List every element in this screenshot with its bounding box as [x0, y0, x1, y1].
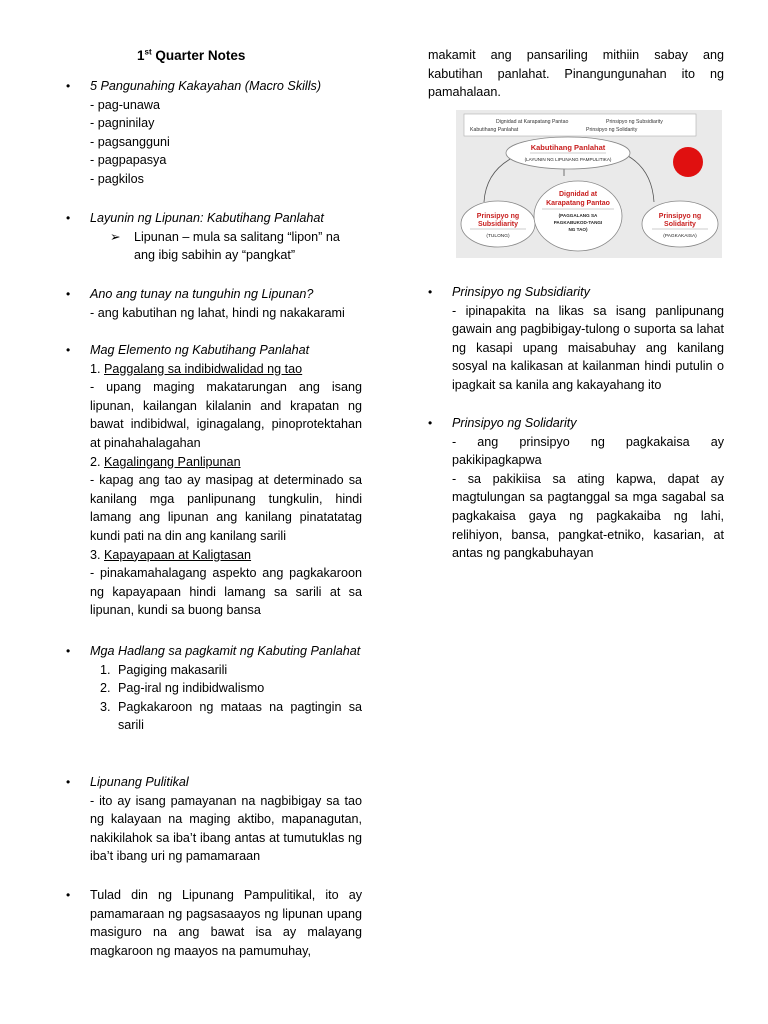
kabutihang-panlahat-diagram [456, 110, 722, 258]
list-item: - pagkilos [90, 171, 144, 186]
layunin-section [66, 209, 362, 265]
bullet-icon: • [428, 285, 433, 299]
section-heading: 5 Pangunahing Kakayahan (Macro Skills) [90, 79, 322, 93]
elemento-title: Kagalingang Panlipunan [104, 454, 241, 469]
section-heading: Prinsipyo ng Subsidiarity [452, 285, 590, 299]
list-item: - pagninilay [90, 116, 155, 131]
paragraph-text: Tulad din ng Lipunang Pampulitikal, ito ay pamamaraan ng pagsasaayos ng lipunan upang masiguro na ang bawat isa ay malayang magkaroon ng maayos na pamumuhay, [90, 888, 362, 958]
elemento-section [66, 341, 362, 620]
oval-title: Karapatang Pantao [546, 200, 610, 207]
bullet-icon: • [66, 343, 71, 357]
bullet-icon: • [66, 888, 71, 902]
bullet-icon: • [66, 211, 71, 225]
tulad-section [66, 886, 362, 960]
elemento-title: Kapayapaan at Kaligtasan [104, 547, 252, 562]
elemento-desc: - upang maging makatarungan ang isang lipunan, kailangan kilalanin and krapatan ng bawat indibidwal, iginagalang, pinoprotektahan at pinahahalagahan [90, 380, 362, 450]
tunguhin-section [66, 285, 362, 322]
elemento-item: 3. Kapayapaan at Kaligtasan [90, 547, 252, 562]
oval-title: Prinsipyo ng [476, 213, 520, 220]
banner-text: Prinsipyo ng Solidarity [586, 127, 638, 133]
elemento-desc: - kapag ang tao ay masipag at determinado sa kanilang mga panlipunang tungkulin, hindi lamang ang lipunan ang kanilang pinatatatag kundi pati na din ang kanilang sarili [90, 473, 362, 543]
bullet-icon: • [66, 79, 71, 93]
oval-subtitle: NG TAO) [568, 227, 588, 232]
list-item: - pagpapasya [90, 153, 167, 168]
bullet-icon: • [66, 775, 71, 789]
elemento-item: 1. Paggalang sa indibidwalidad ng tao [90, 361, 303, 376]
bullet-icon: • [66, 287, 71, 301]
section-heading: Layunin ng Lipunan: Kabutihang Panlahat [90, 211, 324, 225]
center-title: Kabutihang Panlahat [530, 143, 606, 152]
center-subtitle: (LAYUNIN NG LIPUNANG PAMPULITIKA) [524, 157, 612, 162]
oval-subtitle: (PAGGALANG SA [558, 213, 598, 218]
banner-text: Dignidad at Karapatang Pantao [496, 119, 569, 125]
macro-skills-section [66, 77, 362, 189]
section-heading: Mga Hadlang sa pagkamit ng Kabuting Panlahat [90, 644, 361, 658]
continuation-text: makamit ang pansariling mithiin sabay ang kabutihan panlahat. Pinangungunahan ito ng pamahalaan. [428, 48, 724, 100]
oval-subtitle: PAGKABUKOD-TANGI [553, 220, 603, 225]
banner-text: Prinsipyo ng Subsidiarity [606, 119, 663, 125]
oval-title: Prinsipyo ng [658, 213, 702, 220]
list-item: 2. Pag-iral ng indibidwalismo [114, 679, 362, 698]
oval-title: Solidarity [664, 221, 696, 228]
red-sun-icon [673, 147, 703, 177]
oval-subtitle: (PAGKAKAISA) [663, 234, 697, 239]
solidarity-section [428, 414, 724, 563]
section-desc: - ito ay isang pamayanan na nagbibigay sa tao ng kalayaan na maging aktibo, mapanagutan, nakikilahok sa iba’t ibang antas at tumutuklas ng iba’t ibang uri ng pamamaraan [90, 793, 362, 864]
section-heading: Lipunang Pulitikal [90, 775, 189, 789]
arrow-item [110, 228, 362, 265]
elemento-title: Paggalang sa indibidwalidad ng tao [104, 361, 303, 376]
elemento-item: 2. Kagalingang Panlipunan [90, 454, 241, 469]
section-heading: Prinsipyo ng Solidarity [452, 416, 577, 430]
hadlang-section [66, 642, 362, 735]
oval-title: Dignidad at [558, 191, 598, 198]
arrow-bullet-icon: ➢ [110, 229, 121, 244]
oval-subtitle: (TULONG) [486, 234, 510, 239]
arrow-item-text: Lipunan – mula sa salitang “lipon” na ang ibig sabihin ay “pangkat” [134, 229, 340, 263]
bullet-icon: • [428, 416, 433, 430]
section-desc: - ang prinsipyo ng pagkakaisa ay pakikipagkapwa [452, 434, 724, 468]
list-item: 3. Pagkakaroon ng mataas na pagtingin sa sarili [114, 698, 362, 735]
banner-text: Kabutihang Panlahat [470, 127, 519, 133]
bullet-icon: • [66, 644, 71, 658]
page-title: 1st Quarter Notes [137, 47, 246, 63]
list-item: - pagsangguni [90, 134, 170, 149]
elemento-desc: - pinakamahalagang aspekto ang pagkakaroon ng kapayapaan hindi lamang sa sarili at sa lipunan, kundi sa buong bansa [90, 566, 362, 618]
section-heading: Ano ang tunay na tunguhin ng Lipunan? [90, 287, 314, 301]
list-item: 1. Pagiging makasarili [114, 661, 362, 680]
subsidiarity-section [428, 283, 724, 395]
section-desc: - ipinapakita na likas sa isang panlipunang gawain ang pagbibigay-tulong o suporta sa lahat ng kasapi upang maisabuhay ang kanilang sosyal na kalikasan at kailanman hindi putulin o ipagkait sa kanila ang kakayahang ito [452, 303, 724, 392]
answer-text: - ang kabutihan ng lahat, hindi ng nakakarami [90, 305, 345, 320]
hadlang-list [90, 661, 362, 735]
oval-title: Subsidiarity [477, 221, 519, 228]
section-heading: Mag Elemento ng Kabutihang Panlahat [90, 343, 310, 357]
list-item: - pag-unawa [90, 97, 161, 112]
pulitikal-section [66, 773, 362, 866]
section-desc: - sa pakikiisa sa ating kapwa, dapat ay magtulungan sa pagtanggal sa mga sagabal sa pagkakaisa gaya ng pagkakaiba ng lahi, relihiyon, bansa, pangkat-etniko, kasarian, at antas ng pangkabuhayan [452, 471, 724, 561]
